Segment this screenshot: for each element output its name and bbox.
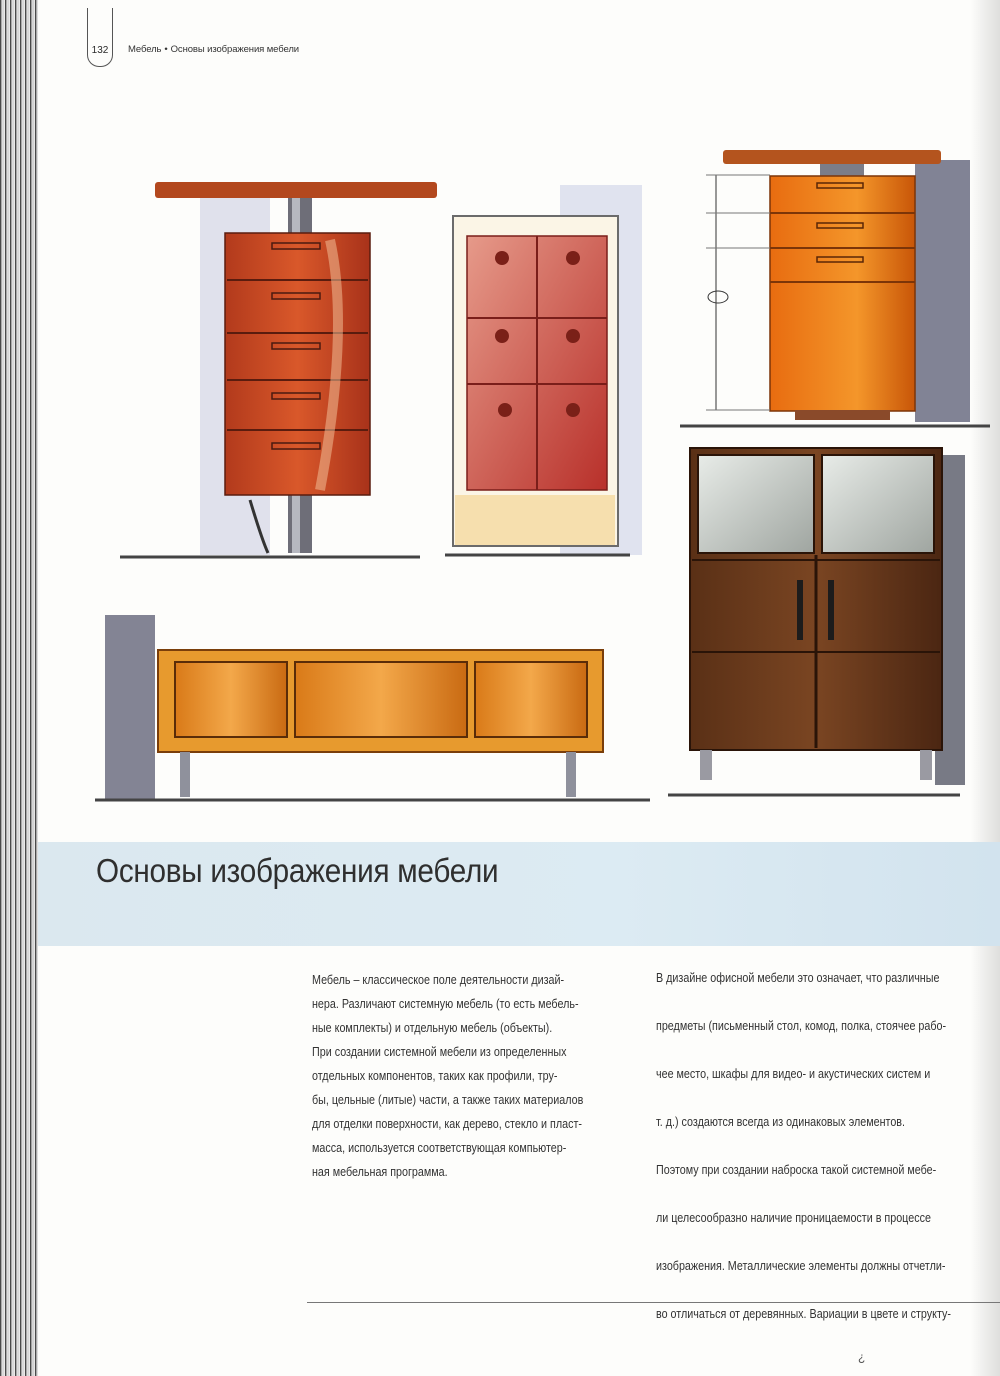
text-line: бы, цельные (литые) части, а также таких материалов — [312, 1093, 584, 1107]
tray-cabinet-sketch — [445, 185, 642, 555]
paragraph-1 — [656, 966, 957, 1134]
running-head-separator: • — [164, 44, 168, 55]
text-line: масса, используется соответствующая компьютер- — [312, 1141, 567, 1155]
text-line: изображения. Металлические элементы должны отчетли- — [656, 1259, 946, 1273]
text-line: ные комплекты) и отдельную мебель (объекты). — [312, 1021, 553, 1035]
text-line: т. д.) создаются всегда из одинаковых элементов. — [656, 1115, 906, 1129]
text-line: предметы (письменный стол, комод, полка, стоячее рабо- — [656, 1019, 947, 1033]
running-head-section: Мебель — [128, 44, 162, 55]
text-line: Мебель – классическое поле деятельности дизай- — [312, 973, 565, 987]
glass-door-cabinet-sketch — [668, 448, 965, 795]
page-number: 132 — [91, 45, 109, 56]
text-line: отдельных компонентов, таких как профили, тру- — [312, 1069, 558, 1083]
text-line: во отличаться от деревянных. Вариации в цвете и структу- — [656, 1307, 951, 1321]
text-line: ли целесообразно наличие проницаемости в процессе — [656, 1211, 931, 1225]
page-title: Основы изображения мебели — [96, 852, 499, 889]
low-sideboard-sketch — [95, 615, 650, 800]
text-line: нера. Различают системную мебель (то есть мебель- — [312, 997, 579, 1011]
body-right-column — [656, 966, 957, 1326]
footer-rule — [307, 1302, 1000, 1303]
text-line: При создании системной мебели из определенных — [312, 1045, 567, 1059]
running-head-chapter: Основы изображения мебели — [170, 44, 300, 55]
page-number-tab — [87, 8, 113, 67]
drawer-pedestal-sketch — [120, 182, 437, 557]
running-head — [128, 44, 299, 55]
page-mark: ¿ — [858, 1350, 866, 1364]
text-line: чее место, шкафы для видео- и акустических систем и — [656, 1067, 931, 1081]
text-line: для отделки поверхности, как дерево, стекло и пласт- — [312, 1117, 582, 1131]
orange-drawer-unit-sketch — [680, 150, 990, 426]
text-line: Поэтому при создании наброска такой системной мебе- — [656, 1163, 937, 1177]
paragraph-2 — [656, 1158, 957, 1326]
furniture-sketches-illustration — [90, 140, 1000, 820]
text-line: ная мебельная программа. — [312, 1165, 448, 1179]
body-left-column — [312, 968, 639, 1184]
text-line: В дизайне офисной мебели это означает, что различные — [656, 971, 940, 985]
book-edge — [0, 0, 38, 1376]
